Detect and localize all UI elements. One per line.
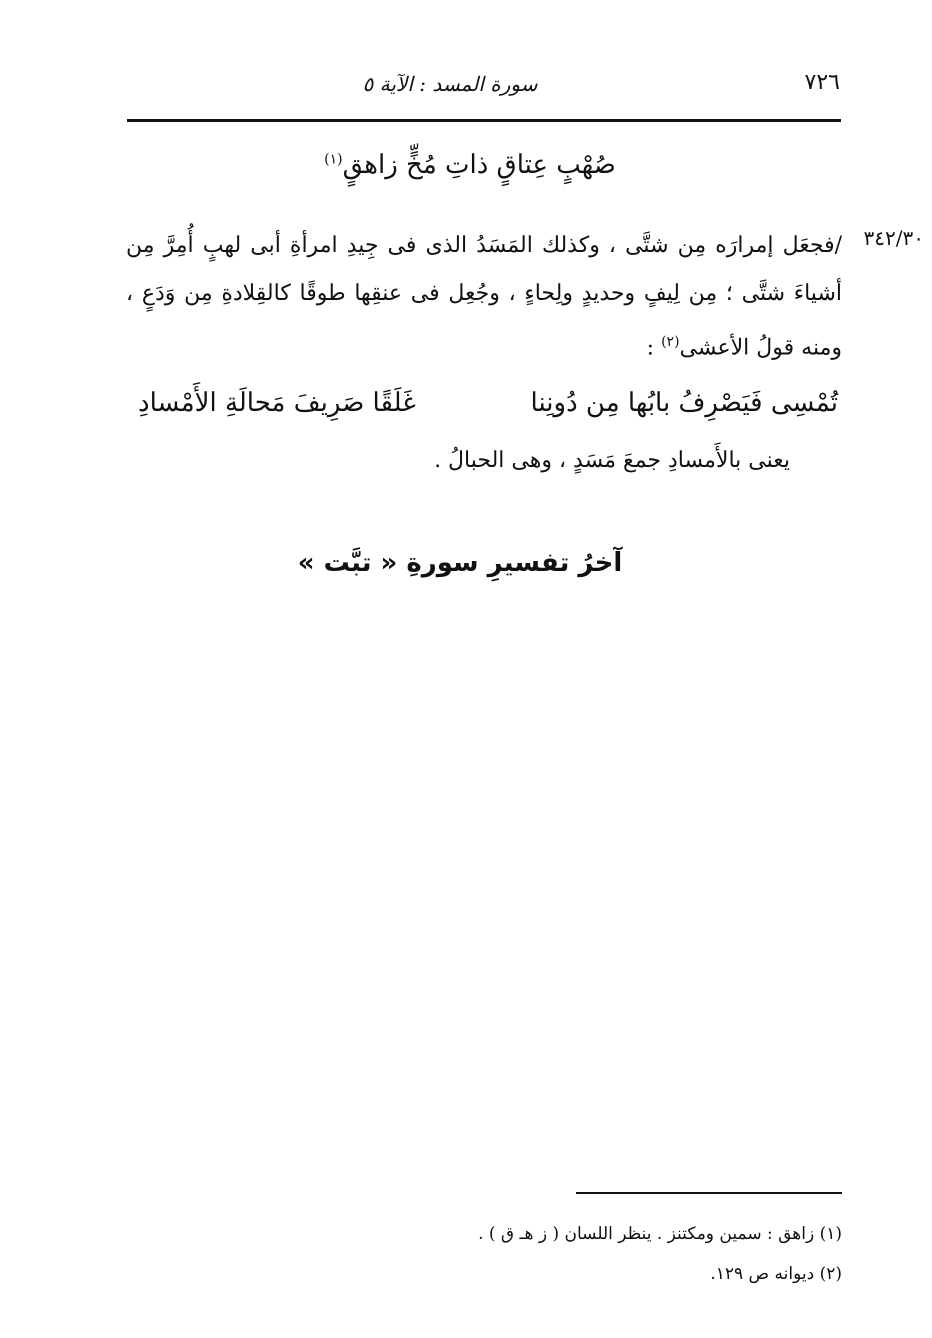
footnote-2: (٢) ديوانه ص ١٢٩. xyxy=(710,1264,842,1284)
verse-explanation: يعنى بالأَمسادِ جمعَ مَسَدٍ ، وهى الحبالُ . xyxy=(434,448,790,473)
verse-2-hemistich-1: تُمْسِى فَيَصْرِفُ بابُها مِن دُونِنا xyxy=(530,388,838,418)
footnote-marker-1: (١) xyxy=(324,151,343,168)
poetry-verse-1 xyxy=(300,150,640,180)
running-header-title: سورة المسد : الآية ٥ xyxy=(362,72,538,96)
poetry-verse-2 xyxy=(138,388,838,418)
verse-2-hemistich-2: غَلَقًا صَرِيفَ مَحالَةِ الأَمْسادِ xyxy=(138,388,416,418)
commentary-paragraph xyxy=(126,222,842,372)
footnote-rule xyxy=(576,1192,842,1194)
paragraph-tail: : xyxy=(646,335,662,361)
footnote-1: (١) زاهق : سمين ومكتنز . ينظر اللسان ( ز هـ ق ) . xyxy=(478,1224,842,1244)
margin-reference: ٣٤٢/٣٠ xyxy=(863,226,924,250)
paragraph-text: /فجعَل إمرارَه مِن شتَّى ، وكذلك المَسَدُ الذى فى جِيدِ امرأةِ أبى لهبٍ أُمِرَّ مِن أشياءَ شتَّى ؛ مِن لِيفٍ وحديدٍ ولِحاءٍ ، وجُعِل فى عنقِها طوقًا كالقِلادةِ مِن وَدَعٍ ، ومنه قولُ الأعشى xyxy=(126,233,842,361)
header-rule xyxy=(127,119,841,122)
end-of-surah-title: آخرُ تفسيرِ سورةِ « تبَّت » xyxy=(297,548,623,578)
footnote-marker-2: (٢) xyxy=(661,334,680,350)
page-number: ٧٢٦ xyxy=(804,70,840,95)
verse-1-text: صُهْبٍ عِتاقٍ ذاتِ مُخٍّ زاهقٍ xyxy=(342,150,616,180)
